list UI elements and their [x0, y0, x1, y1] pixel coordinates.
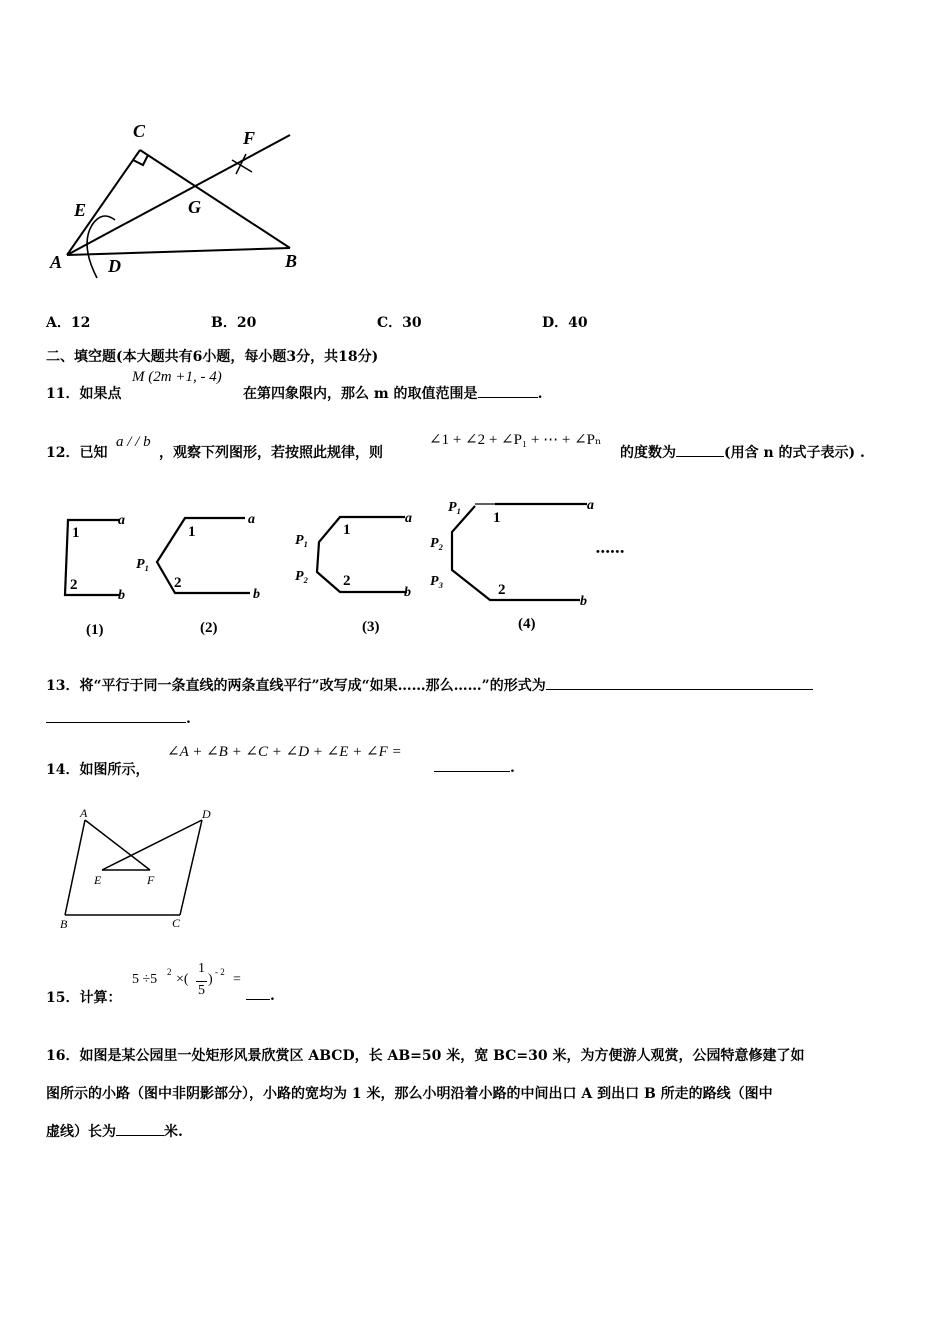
label-F: F	[243, 128, 256, 148]
choice-b[interactable]: B．20	[211, 315, 257, 331]
fig3-label-P1: P₁	[295, 533, 309, 548]
q12-answer-blank[interactable]	[676, 444, 724, 457]
question-13: 13．将“平行于同一条直线的两条直线平行”改写成“如果……那么……”的形式为	[46, 675, 813, 695]
fig2-label-b: b	[253, 587, 260, 602]
fig2-label-P1: P₁	[136, 557, 150, 572]
q16-answer-blank[interactable]	[116, 1123, 164, 1136]
label-C: C	[133, 121, 146, 141]
continuation-dots: ••••••	[596, 546, 626, 558]
label-B: B	[285, 251, 298, 271]
q15-equals: =	[233, 972, 241, 987]
fig3-label-b: b	[404, 585, 411, 600]
fig3-label-P2: P₂	[295, 569, 309, 584]
fig2-label-a: a	[248, 512, 255, 527]
q13-answer-blank-2[interactable]	[46, 710, 186, 723]
fig4-label-b: b	[580, 594, 587, 609]
pattern-figures	[50, 492, 650, 647]
fig1-caption: (1)	[86, 622, 104, 638]
fig14-label-E: E	[94, 873, 102, 887]
q12-math-parallel: a / / b	[116, 434, 151, 450]
q15-denominator: 5	[198, 983, 205, 998]
fig4-label-P1: P₁	[448, 500, 462, 515]
fig3-label-2: 2	[343, 573, 351, 589]
fig3-caption: (3)	[362, 619, 380, 635]
choice-c[interactable]: C．30	[377, 315, 422, 331]
triangle-figure	[40, 110, 310, 280]
fig1-label-1: 1	[72, 525, 80, 541]
q14-prefix: 14．如图所示，	[46, 762, 150, 778]
fig14-label-F: F	[147, 873, 155, 887]
choice-a[interactable]: A．12	[46, 315, 91, 331]
q15-times: ×(	[176, 972, 189, 987]
q15-exp: 2	[167, 967, 172, 977]
choice-d[interactable]: D．40	[542, 315, 588, 331]
q14-math: ∠A + ∠B + ∠C + ∠D + ∠E + ∠F =	[167, 744, 402, 760]
q12-math-angles: ∠1 + ∠2 + ∠P₁ + ⋯ + ∠Pₙ	[429, 432, 602, 448]
fig3-label-a: a	[405, 511, 412, 526]
fig4-caption: (4)	[518, 616, 536, 632]
q14-suffix: .	[434, 759, 515, 776]
q15-neg-exp: - 2	[215, 967, 225, 977]
q11-math: M (2m +1, - 4)	[132, 369, 222, 385]
fig4-label-1: 1	[493, 510, 501, 526]
fig2-label-2: 2	[174, 575, 182, 591]
q11-suffix: 在第四象限内，那么 m 的取值范围是 .	[243, 386, 543, 402]
q15-suffix: .	[246, 987, 275, 1004]
q11-answer-blank[interactable]	[478, 385, 538, 398]
q15-close: )	[208, 972, 213, 987]
fig2-caption: (2)	[200, 620, 218, 636]
fig4-label-2: 2	[498, 582, 506, 598]
label-D: D	[108, 256, 121, 276]
fig4-label-P2: P₂	[430, 536, 444, 551]
fig14-label-D: D	[202, 807, 211, 821]
fig3-label-1: 1	[343, 522, 351, 538]
question-11	[46, 383, 121, 403]
fig14-label-C: C	[172, 916, 181, 930]
q15-base: 5 ÷5	[132, 972, 158, 987]
fig14-label-A: A	[80, 806, 88, 820]
q15-prefix: 15．计算：	[46, 990, 122, 1006]
q12-mid: ，观察下列图形，若按照此规律，则	[159, 445, 383, 461]
q12-prefix: 12．已知	[46, 445, 108, 461]
label-A: A	[50, 252, 63, 272]
q15-numerator: 1	[198, 961, 205, 976]
q11-prefix: 11．如果点	[46, 386, 122, 402]
fig14-label-B: B	[60, 917, 68, 931]
q15-fraction-bar	[196, 981, 207, 982]
q16-line2: 图所示的小路（图中非阴影部分），小路的宽均为 1 米，那么小明沿着小路的中间出口 A 到出口 B 所走的路线（图中	[46, 1086, 773, 1102]
q13-answer-blank-1[interactable]	[546, 677, 813, 690]
q15-answer-blank[interactable]	[246, 987, 270, 1000]
section-heading: 二、填空题(本大题共有6小题，每小题3分，共18分)	[46, 349, 379, 365]
q16-line1: 16．如图是某公园里一处矩形风景欣赏区 ABCD，长 AB=50 米，宽 BC=30 米，为方便游人观赏，公园特意修建了如	[46, 1048, 805, 1064]
q12-suffix: 的度数为 (用含 n 的式子表示) .	[620, 445, 865, 461]
fig2-label-1: 1	[188, 524, 196, 540]
fig1-label-2: 2	[70, 577, 78, 593]
q14-answer-blank[interactable]	[434, 759, 510, 772]
fig4-label-a: a	[587, 498, 594, 513]
fig1-label-b: b	[118, 588, 125, 603]
q16-line3: 虚线）长为 米.	[46, 1124, 183, 1140]
fig4-label-P3: P₃	[430, 574, 444, 589]
label-E: E	[74, 200, 87, 220]
fig1-label-a: a	[118, 513, 125, 528]
hexagon-angle-figure	[50, 800, 230, 935]
label-G: G	[188, 197, 201, 217]
q13-line2: .	[46, 710, 191, 727]
